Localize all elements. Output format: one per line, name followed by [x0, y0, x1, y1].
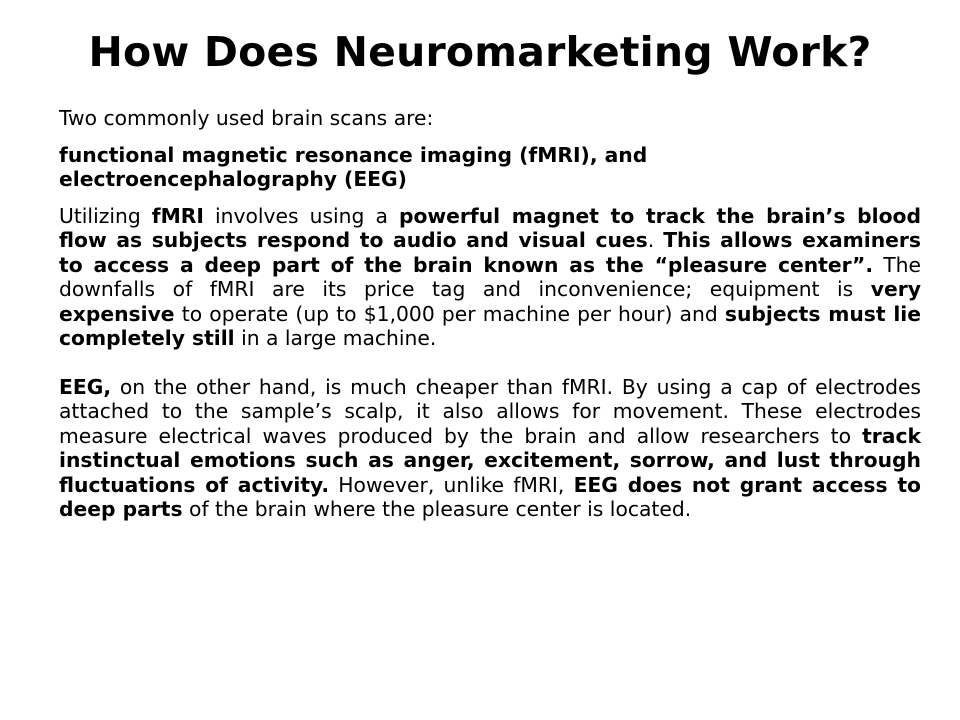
- eeg-bold-1: EEG,: [59, 374, 112, 399]
- fmri-bold-3: This allows examiners to access a deep part of the brain known as the “pleasure center”.: [59, 228, 921, 277]
- fmri-bold-4: very expensive: [59, 277, 921, 326]
- fmri-text-6: in a large machine.: [234, 326, 437, 350]
- scan-fmri-line: functional magnetic resonance imaging (fMRI), and: [59, 142, 648, 167]
- fmri-bold-1: fMRI: [151, 203, 204, 228]
- fmri-text-2: involves using a: [203, 203, 399, 228]
- fmri-paragraph: [59, 204, 921, 351]
- eeg-bold-3: EEG does not grant access to deep parts: [59, 472, 921, 521]
- eeg-bold-2: track instinctual emotions such as anger, excitement, sorrow, and lust through fluctuations of activity.: [59, 423, 921, 497]
- eeg-text-3: of the brain where the pleasure center is located.: [182, 497, 692, 521]
- eeg-paragraph: [59, 375, 921, 522]
- fmri-bold-5: subjects must lie completely still: [59, 301, 921, 350]
- eeg-text-2: However, unlike fMRI,: [329, 472, 574, 497]
- fmri-text-5: to operate (up to $1,000 per machine per hour) and: [174, 301, 725, 326]
- eeg-text-1: on the other hand, is much cheaper than fMRI. By using a cap of electrodes attached to the sample’s scalp, it also allows for movement. These electrodes measure electrical waves produced by the brain and allow researchers to: [59, 374, 921, 448]
- fmri-text-3: .: [647, 228, 664, 252]
- intro-text: Two commonly used brain scans are:: [59, 106, 434, 130]
- scan-eeg-line: electroencephalography (EEG): [59, 167, 407, 191]
- slide-title: How Does Neuromarketing Work?: [88, 28, 872, 76]
- fmri-text-1: Utilizing: [59, 203, 152, 228]
- slide-body: [59, 106, 921, 522]
- brain-scans-list: [59, 143, 921, 192]
- fmri-text-4: The downfalls of fMRI are its price tag and inconvenience; equipment is: [59, 252, 921, 301]
- fmri-bold-2: powerful magnet to track the brain’s blood flow as subjects respond to audio and visual cues: [59, 203, 921, 252]
